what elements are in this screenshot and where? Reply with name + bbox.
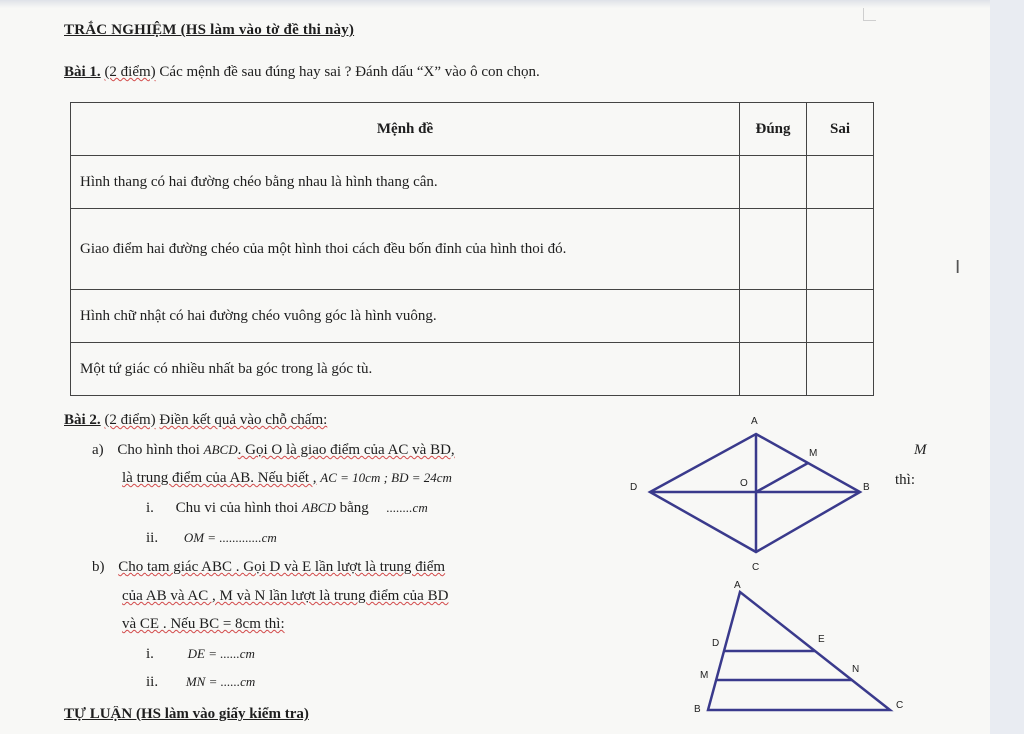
part-a-shape: ABCD (203, 442, 238, 457)
header-statement: Mệnh đề (71, 103, 740, 156)
table-row (71, 209, 874, 290)
label-d: D (630, 482, 638, 493)
part-a-line-1 (92, 442, 455, 459)
part-b-text-2: của AB và AC , M và N lần lượt là trung điểm của BD (122, 588, 449, 604)
label-c: C (752, 562, 760, 573)
false-checkbox-cell[interactable] (807, 156, 874, 209)
table-row (71, 290, 874, 343)
label-o: O (740, 478, 748, 489)
part-b-item-ii (146, 674, 255, 691)
item-number: ii. (146, 674, 159, 690)
part-b-text-1: Cho tam giác ABC . Gọi D và E lần lượt là trung điểm (118, 559, 446, 575)
item-blank: OM = .............cm (183, 530, 277, 545)
part-a-line2-text: là trung điểm của AB. Nếu biết , (122, 470, 317, 486)
rhombus-figure (620, 410, 880, 580)
true-checkbox-cell[interactable] (740, 156, 807, 209)
item-number: i. (146, 646, 154, 662)
part-b-marker: b) (92, 559, 105, 575)
triangle-figure (690, 580, 920, 720)
label-m: M (700, 670, 709, 681)
label-b: B (863, 482, 870, 493)
segment-om (756, 463, 808, 492)
label-a: A (751, 416, 758, 427)
next-section-heading: TỰ LUẬN (HS làm vào giấy kiểm tra) (64, 706, 309, 722)
statement-cell: Hình chữ nhật có hai đường chéo vuông góc là hình vuông. (71, 290, 740, 343)
item-shape: ABCD (301, 500, 336, 515)
item-blank: ........cm (386, 500, 428, 515)
part-a-item-i (146, 500, 428, 517)
header-true: Đúng (740, 103, 807, 156)
table-row (71, 343, 874, 396)
true-checkbox-cell[interactable] (740, 343, 807, 396)
false-checkbox-cell[interactable] (807, 343, 874, 396)
exercise-2-points: (2 điểm) (104, 412, 156, 428)
side-m-label: M (914, 442, 927, 458)
exercise-2-instruction (64, 412, 327, 429)
item-blank: DE = ......cm (187, 646, 255, 661)
exercise-1-text: Các mệnh đề sau đúng hay sai ? Đánh dấu “X” vào ô con chọn. (159, 64, 540, 80)
label-m: M (809, 448, 818, 459)
label-c: C (896, 700, 904, 711)
exercise-2-text: Điền kết quả vào chỗ chấm: (159, 412, 328, 428)
part-b-line-1 (92, 559, 445, 576)
part-a-line-2 (122, 470, 452, 487)
part-b-line-2 (122, 588, 448, 605)
side-thi-label: thì: (895, 472, 916, 488)
part-b-line-3 (122, 616, 285, 633)
statement-cell: Hình thang có hai đường chéo bằng nhau là hình thang cân. (71, 156, 740, 209)
part-a-item-ii (146, 530, 277, 547)
exercise-1-label: Bài 1. (64, 64, 101, 80)
part-b-item-i (146, 646, 255, 663)
section-heading: TRẮC NGHIỆM (HS làm vào tờ đề thi này) (64, 22, 355, 38)
item-rest: bằng (339, 500, 369, 516)
i-beam-cursor-icon: I (955, 257, 961, 278)
part-a-line2-math: AC = 10cm ; BD = 24cm (320, 470, 452, 485)
part-b-text-3: và CE . Nếu BC = 8cm thì: (122, 616, 285, 632)
true-checkbox-cell[interactable] (740, 290, 807, 343)
exercise-1-instruction (64, 64, 540, 81)
item-blank: MN = ......cm (185, 674, 256, 689)
header-false: Sai (807, 103, 874, 156)
item-number: ii. (146, 530, 159, 546)
exercise-1-points: (2 điểm) (104, 64, 156, 80)
statement-cell: Một tứ giác có nhiều nhất ba góc trong là góc tù. (71, 343, 740, 396)
true-checkbox-cell[interactable] (740, 209, 807, 290)
exercise-2-label: Bài 2. (64, 412, 101, 428)
part-a-rest: . Gọi O là giao điểm của AC và BD, (237, 442, 455, 458)
part-a-text: Cho hình thoi (117, 442, 200, 458)
statement-cell: Giao điểm hai đường chéo của một hình thoi cách đều bốn đỉnh của hình thoi đó. (71, 209, 740, 290)
page-corner-mark (863, 8, 876, 21)
page-top-shade (0, 0, 990, 8)
label-e: E (818, 634, 825, 645)
item-number: i. (146, 500, 154, 516)
false-checkbox-cell[interactable] (807, 290, 874, 343)
true-false-table (70, 102, 874, 396)
part-a-marker: a) (92, 442, 104, 458)
item-text: Chu vi của hình thoi (175, 500, 299, 516)
label-d: D (712, 638, 720, 649)
table-row (71, 156, 874, 209)
false-checkbox-cell[interactable] (807, 209, 874, 290)
window-gutter (990, 0, 1024, 734)
label-n: N (852, 664, 860, 675)
label-b: B (694, 704, 701, 715)
label-a: A (734, 580, 741, 591)
